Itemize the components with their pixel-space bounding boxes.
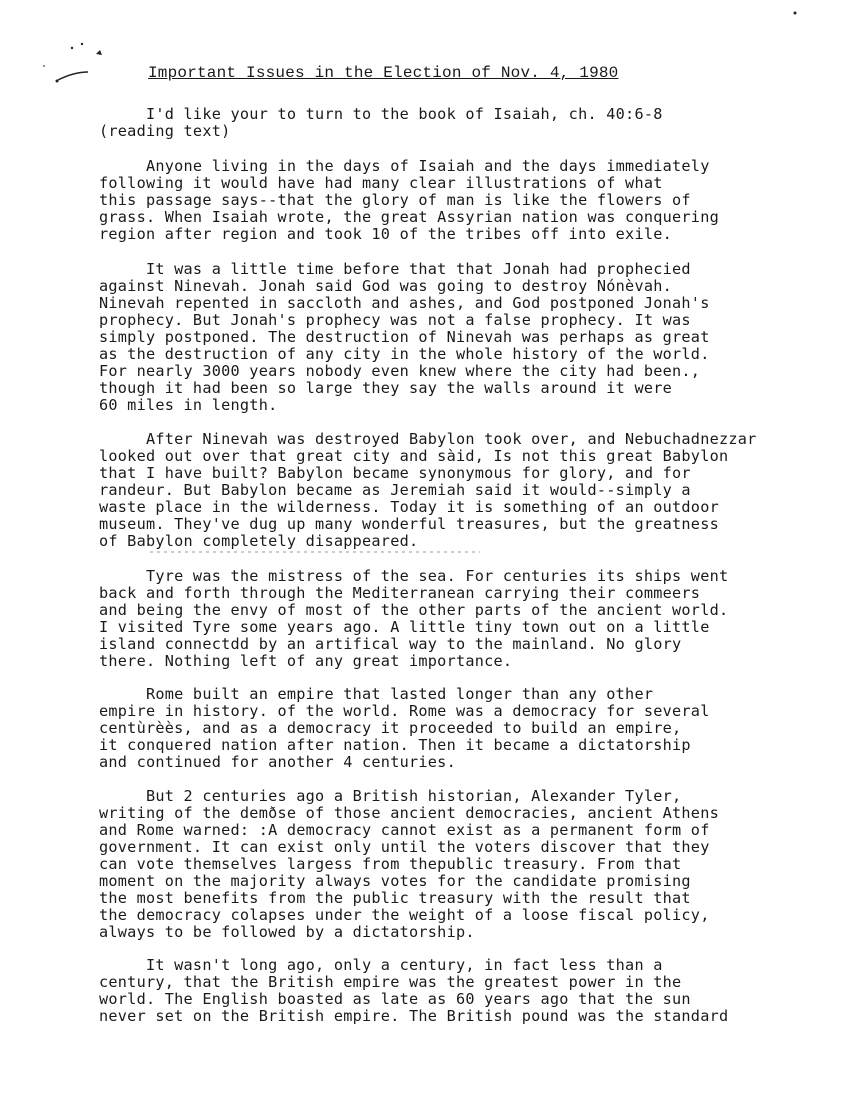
dot-icon xyxy=(792,10,798,16)
paragraph-6: Rome built an empire that lasted longer than any other empire in history. of the world. Rome was a democracy for several centùrèès, and as a democracy it proceeded to build an empire, it conquered nation after nation. Then it became a dictatorship and continued for another 4 centuries. xyxy=(99,685,710,771)
paragraph-1: I'd like your to turn to the book of Isaiah, ch. 40:6-8 (reading text) xyxy=(99,105,663,140)
paragraph-4: After Ninevah was destroyed Babylon took over, and Nebuchadnezzar looked out over that great city and sàid, Is not this great Babylon that I have built? Babylon became synonymous for glory, and for randeur. But Babylon became as Jeremiah said it would--simply a waste place in the wilderness. Today it is something of an outdoor museum. They've dug up many wonderful treasures, but the greatness of Babylon completely disappeared. xyxy=(99,430,757,550)
paragraph-8: It wasn't long ago, only a century, in fact less than a century, that the British empire was the greatest power in the world. The English boasted as late as 60 years ago that the sun never set on the British empire. The British pound was the standard xyxy=(99,956,729,1025)
paragraph-3: It was a little time before that that Jonah had prophecied against Ninevah. Jonah said God was going to destroy Nónèvah. Ninevah repented in saccloth and ashes, and God postponed Jonah's prophecy. But Jonah's prophecy was not a false prophecy. It was simply postponed. The destruction of Ninevah was perhaps as great as the destruction of any city in the whole history of the world. For nearly 3000 years nobody even knew where the city had been., though it had been so large they say the walls around it were 60 miles in length. xyxy=(99,260,710,414)
document-title: Important Issues in the Election of Nov. 4, 1980 xyxy=(148,64,619,82)
margin-mark-icon xyxy=(30,28,110,88)
scan-artifact-line xyxy=(150,549,480,555)
paragraph-5: Tyre was the mistress of the sea. For centuries its ships went back and forth through the Mediterranean carrying their commeers and being the envy of most of the other parts of the ancient world. I visited Tyre some years ago. A little tiny town out on a little island connectdd by an artifical way to the mainland. No glory there. Nothing left of any great importance. xyxy=(99,567,729,670)
paragraph-2: Anyone living in the days of Isaiah and the days immediately following it would have had many clear illustrations of what this passage says--that the glory of man is like the flowers of grass. When Isaiah wrote, the great Assyrian nation was conquering region after region and took 10 of the tribes off into exile. xyxy=(99,157,719,243)
paragraph-7: But 2 centuries ago a British historian, Alexander Tyler, writing of the demðse of those ancient democracies, ancient Athens and Rome warned: :A democracy cannot exist as a permanent form of government. It can exist only until the voters discover that they can vote themselves largess from thepublic treasury. From that moment on the majority always votes for the candidate promising the most benefits from the public treasury with the result that the democracy colapses under the weight of a loose fiscal policy, always to be followed by a dictatorship. xyxy=(99,787,719,941)
